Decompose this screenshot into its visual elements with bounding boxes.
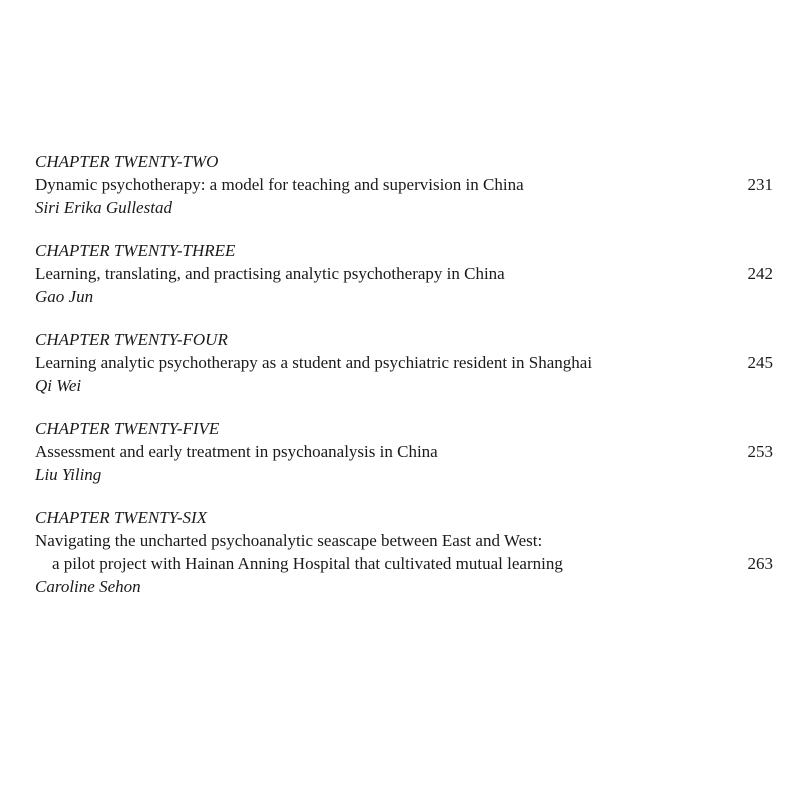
toc-entry-chapter-25 [35,417,775,486]
toc-entry-chapter-23 [35,239,775,308]
chapter-label: CHAPTER TWENTY-SIX [35,508,208,527]
chapter-author: Caroline Sehon [35,577,141,596]
chapter-label: CHAPTER TWENTY-FIVE [35,419,220,438]
chapter-title: Assessment and early treatment in psychoanalysis in China [35,442,438,461]
chapter-title-row [35,262,775,285]
chapter-title-line-1: Navigating the uncharted psychoanalytic seascape between East and West: [35,531,543,550]
chapter-label: CHAPTER TWENTY-FOUR [35,330,228,349]
chapter-title-row [35,173,775,196]
page-number: 231 [747,175,773,194]
chapter-title: Learning, translating, and practising analytic psychotherapy in China [35,264,505,283]
table-of-contents [35,150,775,618]
chapter-title-row [35,351,775,374]
page-number: 253 [747,442,773,461]
toc-entry-chapter-22 [35,150,775,219]
chapter-title-line-2: a pilot project with Hainan Anning Hospital that cultivated mutual learning [52,554,563,573]
chapter-author: Qi Wei [35,376,82,395]
toc-entry-chapter-26 [35,506,775,598]
chapter-title-row [35,552,775,575]
chapter-author: Liu Yiling [35,465,102,484]
chapter-title: Dynamic psychotherapy: a model for teaching and supervision in China [35,175,524,194]
chapter-title-row [35,440,775,463]
page-number: 263 [747,554,773,573]
page-number: 242 [747,264,773,283]
chapter-label: CHAPTER TWENTY-THREE [35,241,236,260]
chapter-title-row [35,529,775,552]
chapter-label: CHAPTER TWENTY-TWO [35,152,219,171]
toc-entry-chapter-24 [35,328,775,397]
page-number: 245 [747,353,773,372]
chapter-author: Siri Erika Gullestad [35,198,172,217]
chapter-title: Learning analytic psychotherapy as a student and psychiatric resident in Shanghai [35,353,593,372]
chapter-author: Gao Jun [35,287,94,306]
